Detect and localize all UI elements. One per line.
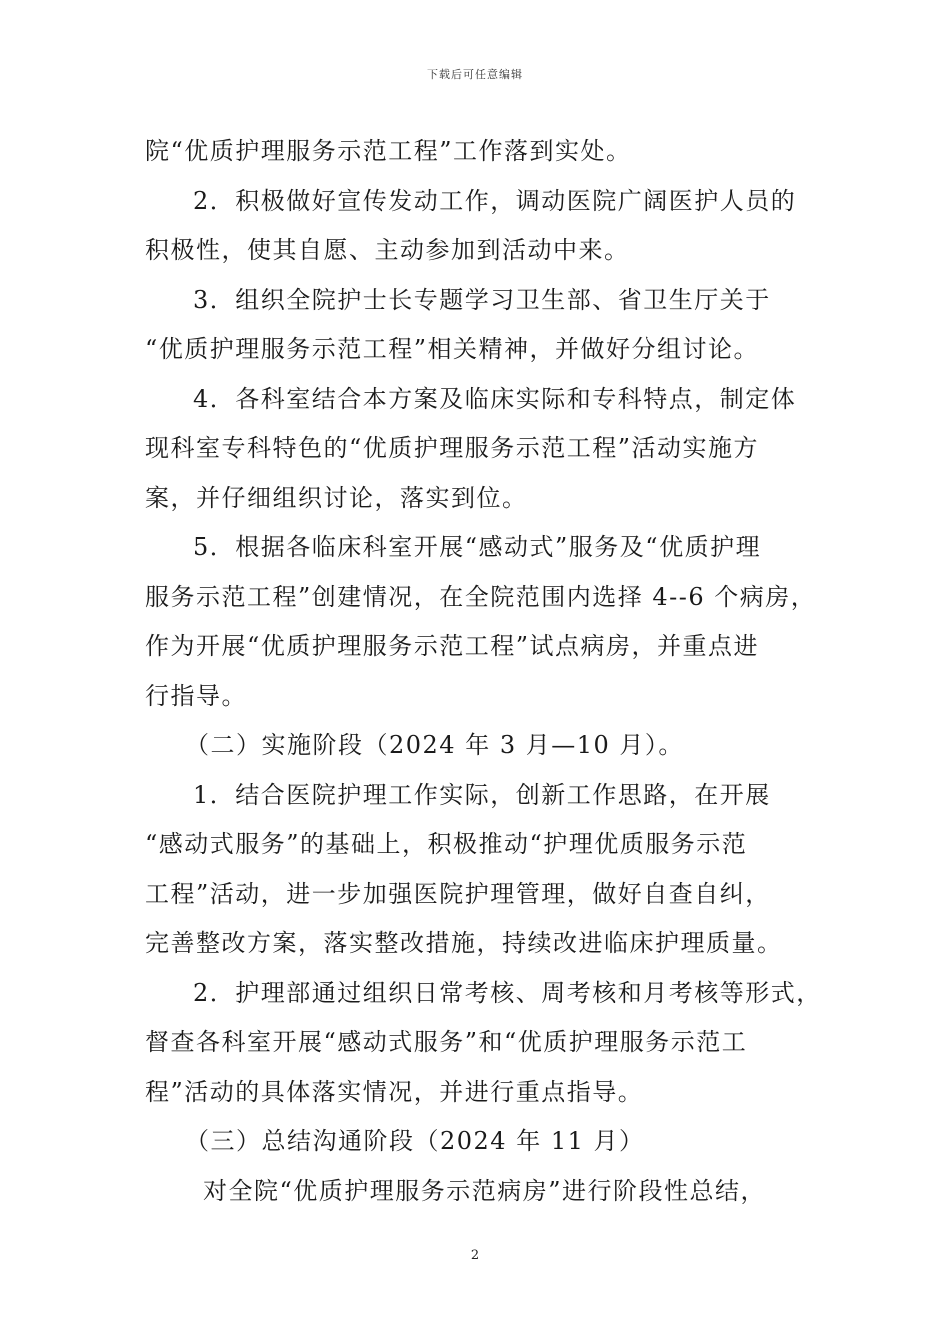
paragraph-line: 1．结合医院护理工作实际，创新工作思路，在开展 (193, 780, 771, 809)
paragraph-line: 程”活动的具体落实情况，并进行重点指导。 (145, 1077, 644, 1106)
paragraph-line: “优质护理服务示范工程”相关精神，并做好分组讨论。 (145, 335, 760, 363)
paragraph-line: 督查各科室开展“感动式服务”和“优质护理服务示范工 (145, 1028, 748, 1056)
paragraph-line: 积极性，使其自愿、主动参加到活动中来。 (145, 236, 630, 264)
section-heading: （二）实施阶段（2024 年 3 月—10 月）。 (185, 731, 684, 759)
section-heading: （三）总结沟通阶段（2024 年 11 月） (185, 1127, 645, 1155)
document-body (145, 127, 822, 1216)
paragraph-line: 服务示范工程”创建情况，在全院范围内选择 4--6 个病房， (145, 582, 817, 611)
paragraph-line: 4．各科室结合本方案及临床实际和专科特点，制定体 (193, 384, 797, 413)
paragraph-line: 2．积极做好宣传发动工作，调动医院广阔医护人员的 (193, 186, 797, 215)
page-number: 2 (470, 1248, 480, 1263)
paragraph-line: “感动式服务”的基础上，积极推动“护理优质服务示范 (145, 830, 748, 858)
paragraph-line: 行指导。 (145, 681, 247, 710)
paragraph-line: 工程”活动，进一步加强医院护理管理，做好自查自纠， (145, 879, 771, 908)
paragraph-line: 2．护理部通过组织日常考核、周考核和月考核等形式， (193, 978, 822, 1007)
paragraph-line: 对全院“优质护理服务示范病房”进行阶段性总结， (203, 1176, 767, 1205)
paragraph-line: 作为开展“优质护理服务示范工程”试点病房，并重点进 (145, 632, 760, 660)
page-header: 下载后可任意编辑 (427, 68, 523, 81)
paragraph-line: 案，并仔细组织讨论，落实到位。 (145, 483, 528, 512)
paragraph-line: 现科室专科特色的“优质护理服务示范工程”活动实施方 (145, 434, 760, 462)
paragraph-line: 完善整改方案，落实整改措施，持续改进临床护理质量。 (145, 929, 783, 957)
paragraph-line: 5．根据各临床科室开展“感动式”服务及“优质护理 (193, 533, 762, 561)
paragraph-line: 院“优质护理服务示范工程”工作落到实处。 (145, 137, 632, 165)
paragraph-line: 3．组织全院护士长专题学习卫生部、省卫生厅关于 (193, 285, 771, 314)
